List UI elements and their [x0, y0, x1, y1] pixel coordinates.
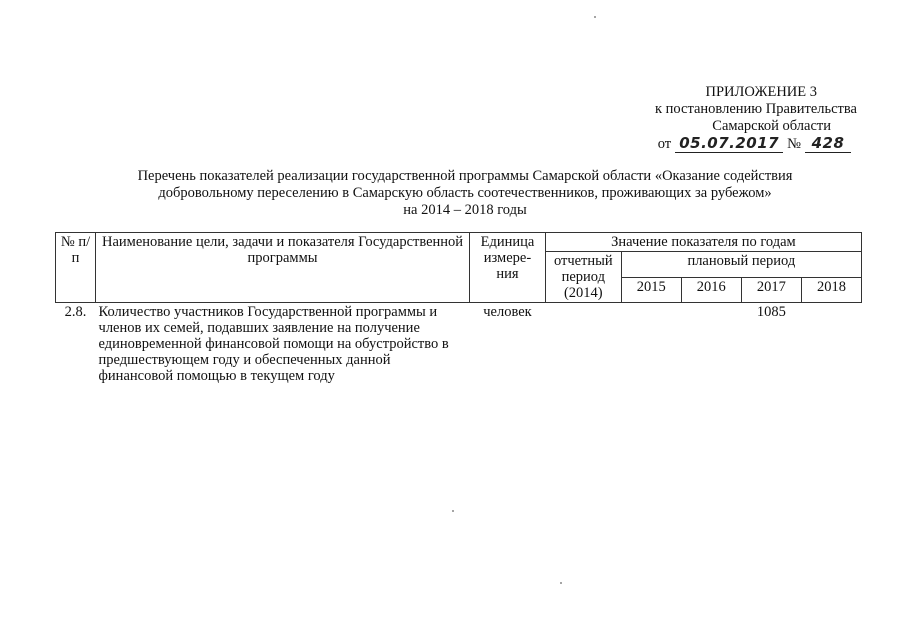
row-reporting-value: [545, 303, 621, 386]
scan-speck: [594, 16, 596, 18]
row-unit: человек: [483, 304, 532, 320]
row-value-2016: [681, 303, 741, 386]
header-num: № п/п: [56, 233, 96, 303]
title-line-2: добровольному переселению в Самарскую область соотечественников, проживающих за рубежом»: [158, 185, 772, 201]
appendix-region: Самарской области: [712, 118, 831, 134]
header-year-2016: 2016: [681, 277, 741, 303]
row-value-2015: [621, 303, 681, 386]
header-planned-group: плановый период: [621, 252, 861, 278]
table-row: [56, 303, 862, 386]
row-num: 2.8.: [64, 304, 87, 320]
header-year-2017: 2017: [741, 277, 801, 303]
scan-speck: [452, 510, 454, 512]
appendix-date-line: [597, 135, 851, 153]
row-value-2017: 1085: [756, 304, 786, 320]
indicators-table: [55, 232, 862, 385]
header-year-2015: 2015: [621, 277, 681, 303]
title-line-3: на 2014 – 2018 годы: [403, 202, 527, 218]
appendix-resolution-ref: к постановлению Правительства: [655, 101, 857, 117]
header-name: Наименование цели, задачи и показателя Государственной программы: [96, 233, 470, 303]
header-values-group: Значение показателя по годам: [545, 233, 861, 252]
handwritten-date: 05.07.2017: [675, 135, 783, 153]
document-title: [70, 168, 860, 219]
row-value-2018: [801, 303, 861, 386]
scan-speck: [560, 582, 562, 584]
from-label: от: [657, 136, 672, 152]
appendix-number: ПРИЛОЖЕНИЕ 3: [705, 84, 817, 100]
row-indicator-name: Количество участников Государственной программы и членов их семей, подавших заявление на получение единовременной финансовой помощи на обустройство в предшествующем году и обеспеченных данной финансовой помощью в текущем году: [98, 304, 449, 384]
header-reporting: отчетный период (2014): [545, 252, 621, 303]
header-year-2018: 2018: [801, 277, 861, 303]
handwritten-number: 428: [805, 135, 851, 153]
appendix-header: [597, 84, 857, 153]
header-unit: Единица измере-ния: [470, 233, 546, 303]
title-line-1: Перечень показателей реализации государственной программы Самарской области «Оказание содействия: [137, 168, 793, 184]
number-label: №: [787, 136, 801, 152]
